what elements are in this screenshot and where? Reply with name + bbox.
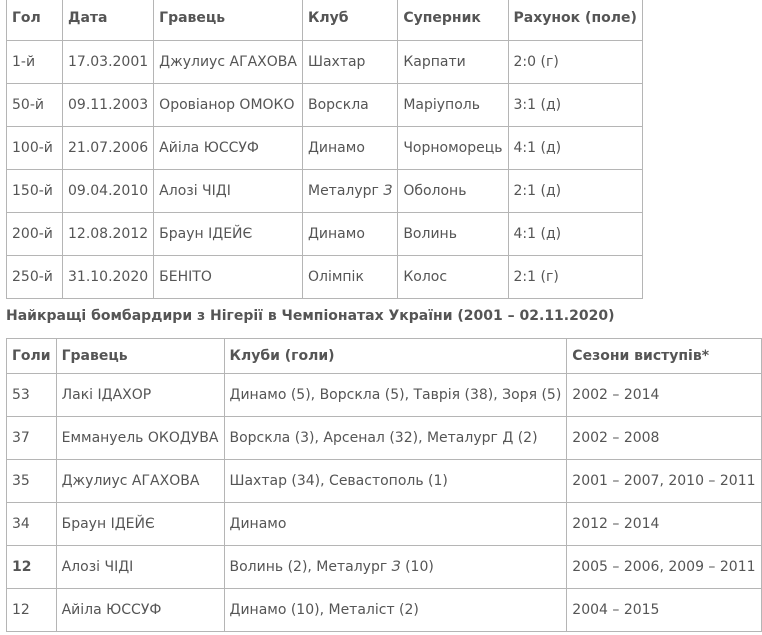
cell-score: 3:1 (д)	[508, 84, 642, 127]
cell-clubs: Шахтар (34), Севастополь (1)	[224, 460, 567, 503]
cell-clubs: Динамо	[224, 503, 567, 546]
col-header-player: Гравець	[154, 0, 303, 41]
cell-club	[302, 213, 397, 256]
table-row	[7, 256, 643, 299]
cell-opponent: Оболонь	[398, 170, 508, 213]
cell-opponent: Колос	[398, 256, 508, 299]
table-row	[7, 374, 762, 417]
table-row	[7, 546, 762, 589]
col-header-goal: Гол	[7, 0, 63, 41]
cell-goal: 200-й	[7, 213, 63, 256]
cell-score: 4:1 (д)	[508, 127, 642, 170]
cell-seasons: 2012 – 2014	[567, 503, 762, 546]
cell-goals: 53	[7, 374, 57, 417]
cell-goal: 100-й	[7, 127, 63, 170]
club-name: Шахтар	[307, 54, 366, 70]
cell-opponent: Маріуполь	[398, 84, 508, 127]
cell-seasons: 2002 – 2008	[567, 417, 762, 460]
table-row	[7, 417, 762, 460]
cell-player: Айіла ЮССУФ	[154, 127, 303, 170]
cell-player: Еммануель ОКОДУВА	[56, 417, 224, 460]
milestone-goals-table	[6, 0, 643, 299]
club-name: Ворскла	[307, 97, 369, 113]
cell-opponent: Волинь	[398, 213, 508, 256]
col-header-clubs: Клуби (голи)	[224, 339, 567, 374]
cell-clubs: Динамо (5), Ворскла (5), Таврія (38), Зоря (5)	[224, 374, 567, 417]
cell-seasons: 2004 – 2015	[567, 589, 762, 632]
cell-player: Айіла ЮССУФ	[56, 589, 224, 632]
cell-player: Джулиус АГАХОВА	[154, 41, 303, 84]
cell-seasons: 2001 – 2007, 2010 – 2011	[567, 460, 762, 503]
cell-goals: 37	[7, 417, 57, 460]
cell-club	[302, 256, 397, 299]
cell-goals: 12	[7, 589, 57, 632]
cell-player: Лакі ІДАХОР	[56, 374, 224, 417]
cell-club	[302, 84, 397, 127]
table-header-row	[7, 0, 643, 41]
club-name: Олімпік	[307, 269, 364, 285]
club-name: Динамо	[307, 226, 365, 242]
col-header-score: Рахунок (поле)	[508, 0, 642, 41]
top-scorers-caption: Найкращі бомбардири з Нігерії в Чемпіонатах України (2001 – 02.11.2020)	[6, 308, 615, 324]
cell-score: 2:1 (д)	[508, 170, 642, 213]
cell-seasons: 2005 – 2006, 2009 – 2011	[567, 546, 762, 589]
table-row	[7, 41, 643, 84]
cell-clubs	[224, 546, 567, 589]
clubs-text: Волинь (2), Металург	[229, 559, 392, 575]
cell-clubs: Ворскла (3), Арсенал (32), Металург Д (2)	[224, 417, 567, 460]
cell-player: Алозі ЧІДІ	[56, 546, 224, 589]
cell-player: Браун ІДЕЙЄ	[56, 503, 224, 546]
cell-club	[302, 127, 397, 170]
cell-date: 09.04.2010	[63, 170, 154, 213]
cell-player: Оровіанор ОМОКО	[154, 84, 303, 127]
table-row	[7, 460, 762, 503]
cell-goal: 1-й	[7, 41, 63, 84]
cell-score: 2:1 (г)	[508, 256, 642, 299]
cell-opponent: Чорноморець	[398, 127, 508, 170]
cell-goal: 150-й	[7, 170, 63, 213]
clubs-text-rest: (10)	[400, 559, 434, 575]
cell-goal: 50-й	[7, 84, 63, 127]
club-name: Металург	[307, 183, 379, 199]
cell-goals: 34	[7, 503, 57, 546]
cell-player: Алозі ЧІДІ	[154, 170, 303, 213]
col-header-seasons: Сезони виступів*	[567, 339, 762, 374]
table-row	[7, 213, 643, 256]
cell-club	[302, 41, 397, 84]
cell-opponent: Карпати	[398, 41, 508, 84]
cell-club	[302, 170, 397, 213]
cell-date: 09.11.2003	[63, 84, 154, 127]
cell-date: 12.08.2012	[63, 213, 154, 256]
club-name: Динамо	[307, 140, 365, 156]
cell-date: 21.07.2006	[63, 127, 154, 170]
table-row	[7, 127, 643, 170]
cell-seasons: 2002 – 2014	[567, 374, 762, 417]
table-row	[7, 589, 762, 632]
col-header-club: Клуб	[302, 0, 397, 41]
cell-player: Джулиус АГАХОВА	[56, 460, 224, 503]
col-header-date: Дата	[63, 0, 154, 41]
table-row	[7, 170, 643, 213]
col-header-player: Гравець	[56, 339, 224, 374]
col-header-goals: Голи	[7, 339, 57, 374]
table-row	[7, 503, 762, 546]
cell-goal: 250-й	[7, 256, 63, 299]
cell-player: БЕНІТО	[154, 256, 303, 299]
col-header-opponent: Суперник	[398, 0, 508, 41]
cell-clubs: Динамо (10), Металіст (2)	[224, 589, 567, 632]
cell-goals: 12	[7, 546, 57, 589]
top-scorers-table	[6, 338, 762, 632]
club-suffix: З	[383, 183, 393, 199]
club-suffix: З	[391, 559, 401, 575]
cell-goals: 35	[7, 460, 57, 503]
cell-date: 31.10.2020	[63, 256, 154, 299]
cell-score: 4:1 (д)	[508, 213, 642, 256]
cell-score: 2:0 (г)	[508, 41, 642, 84]
table-header-row	[7, 339, 762, 374]
cell-date: 17.03.2001	[63, 41, 154, 84]
cell-player: Браун ІДЕЙЄ	[154, 213, 303, 256]
table-row	[7, 84, 643, 127]
